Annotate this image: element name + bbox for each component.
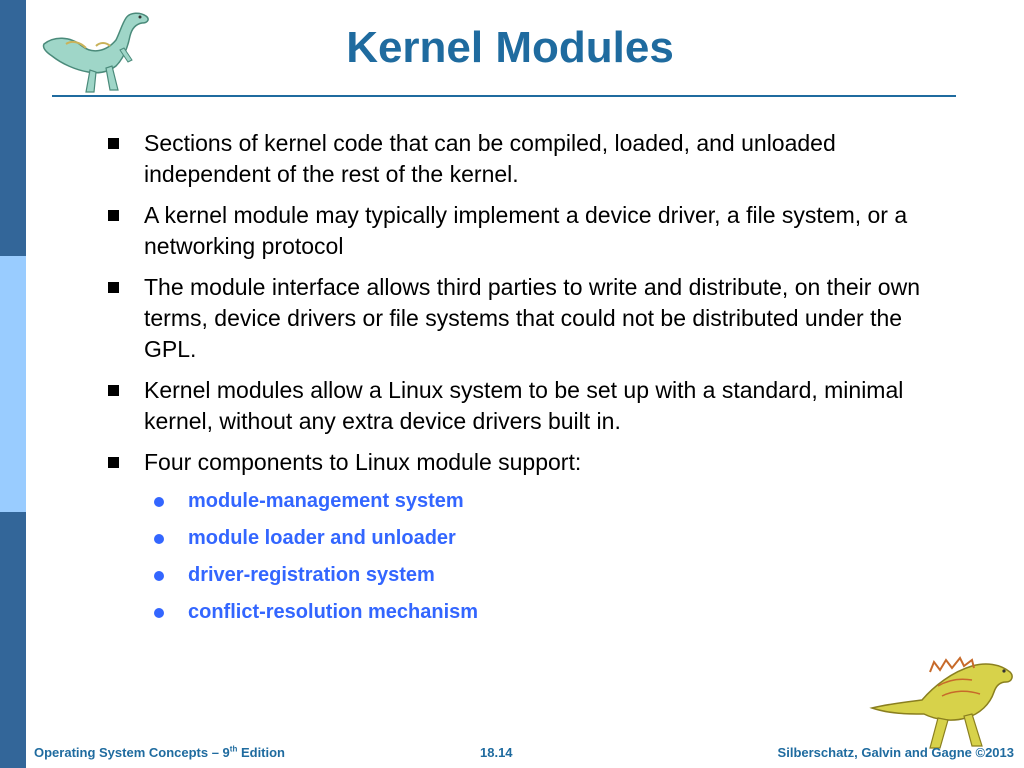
sidebar-band-bottom bbox=[0, 512, 26, 768]
bullet-item bbox=[104, 447, 924, 478]
sub-bullet-item bbox=[104, 599, 924, 626]
bullet-item bbox=[104, 128, 924, 190]
bullet-text: The module interface allows third parties to write and distribute, on their own terms, device drivers or file systems that could not be distributed under the GPL. bbox=[144, 274, 921, 362]
footer-title-prefix: Operating System Concepts – 9 bbox=[34, 745, 230, 760]
bullet-item bbox=[104, 200, 924, 262]
square-bullet-icon bbox=[108, 138, 119, 149]
footer-copyright: Silberschatz, Galvin and Gagne ©2013 bbox=[777, 745, 1014, 760]
bullet-text: Four components to Linux module support: bbox=[144, 449, 582, 475]
dinosaur-illustration-icon bbox=[868, 656, 1018, 752]
sub-bullet-text: module loader and unloader bbox=[188, 527, 456, 549]
sidebar-band-top bbox=[0, 0, 26, 256]
footer-title-superscript: th bbox=[229, 744, 238, 754]
bullet-text: A kernel module may typically implement a device driver, a file system, or a networking protocol bbox=[144, 202, 908, 259]
footer-book-title bbox=[34, 744, 285, 762]
sub-bullet-item bbox=[104, 488, 924, 515]
dinosaur-logo-icon bbox=[36, 6, 156, 96]
slide-title: Kernel Modules bbox=[346, 23, 674, 72]
bullet-item bbox=[104, 272, 924, 365]
square-bullet-icon bbox=[108, 282, 119, 293]
square-bullet-icon bbox=[108, 210, 119, 221]
sidebar-band-middle bbox=[0, 256, 26, 512]
round-bullet-icon bbox=[154, 571, 164, 581]
footer-title-suffix: Edition bbox=[237, 745, 286, 760]
sub-bullet-item bbox=[104, 525, 924, 552]
bullet-item bbox=[104, 375, 924, 437]
bullet-text: Kernel modules allow a Linux system to be set up with a standard, minimal kernel, without any extra device drivers built in. bbox=[144, 377, 904, 434]
left-sidebar bbox=[0, 0, 26, 768]
sub-bullet-text: driver-registration system bbox=[188, 564, 435, 586]
round-bullet-icon bbox=[154, 608, 164, 618]
footer-page-number: 18.14 bbox=[480, 745, 513, 760]
slide-content bbox=[104, 128, 924, 636]
square-bullet-icon bbox=[108, 385, 119, 396]
bullet-text: Sections of kernel code that can be compiled, loaded, and unloaded independent of the rest of the kernel. bbox=[144, 130, 836, 187]
round-bullet-icon bbox=[154, 534, 164, 544]
square-bullet-icon bbox=[108, 457, 119, 468]
sub-bullet-item bbox=[104, 562, 924, 589]
round-bullet-icon bbox=[154, 497, 164, 507]
sub-bullet-text: conflict-resolution mechanism bbox=[188, 601, 479, 623]
title-divider bbox=[52, 95, 956, 97]
sub-bullet-list bbox=[104, 488, 924, 626]
sub-bullet-text: module-management system bbox=[188, 490, 464, 512]
